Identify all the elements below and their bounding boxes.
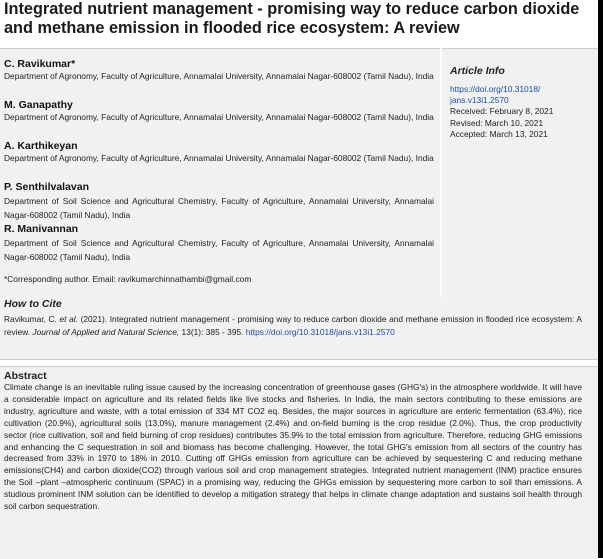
citation-journal: Journal of Applied and Natural Science, <box>32 327 180 337</box>
citation-etal: et al. <box>59 314 78 324</box>
abstract-text: Climate change is an inevitable ruling issue caused by the increasing concentration of greenhouse gases (GHG's) in the atmosphere worldwide. It will have a considerable impact on agriculture and its related fields like live stocks and fisheries. In India, the main sectors contributing to these emissions are industry, agriculture and waste, with a total emission of 334 MT CO2 eq. Besides, the major sources in agriculture are enteric fermentation (63.4%), rice cultivation (20.9%), agricultural soils (13.0%), manure management (2.4%) and on-field burning is the crop residue (2.0%). Thus, the crop productivity sector (rice cultivation, soil and field burning of crop residues) contributes 35.9% to the total emission from agriculture. Therefore, reducing GHG emissions and enhancing the C sequestration in soil and biomass has become challenging. However, the total GHG's emission from all sectors of the country has decreased from 33% in 1970 to 18% in 2010. Cutting off GHGs emission from agriculture can be achieved by sequestering C and reducing methane emissions(CH4) and carbon dioxide(CO2) through various soil and crop management strategies. Integrated nutrient management (INM) practice ensures the Soil –plant –atmospheric continuum (SPAC) in a promising way, reducing the GHGs emission by sequestering more carbon to soil than emissions. A studious prominent INM solution can be identified to develop a mitigation strategy that helps in climate change adaptation and sustains soil health through soil carbon sequestration. <box>4 382 582 512</box>
citation-volume: 13(1): 385 - 395. <box>179 327 246 337</box>
citation-body: (2021). Integrated nutrient management - promising way to reduce carbon dioxide and methane emission in flooded rice ecosystem: A review. <box>4 314 582 337</box>
author-name: P. Senthilvalavan <box>4 181 90 193</box>
abstract-panel <box>0 366 598 559</box>
article-info-heading: Article Info <box>450 65 505 77</box>
citation-text <box>4 313 582 339</box>
accepted-date: Accepted: March 13, 2021 <box>450 129 548 139</box>
authors-panel <box>0 48 440 298</box>
author-name: M. Ganapathy <box>4 99 73 111</box>
author-affiliation: Department of Agronomy, Faculty of Agriculture, Annamalai University, Annamalai Nagar-608002 (Tamil Nadu), India <box>4 71 434 81</box>
how-to-cite-heading: How to Cite <box>4 298 62 310</box>
right-edge-bar <box>598 0 603 558</box>
author-name: A. Karthikeyan <box>4 140 78 152</box>
citation-authors: Ravikumar, C. <box>4 314 60 324</box>
revised-date: Revised: March 10, 2021 <box>450 118 544 128</box>
author-affiliation: Department of Agronomy, Faculty of Agriculture, Annamalai University, Annamalai Nagar-608002 (Tamil Nadu), India <box>4 153 434 163</box>
title-bar <box>0 0 598 40</box>
how-to-cite-panel <box>0 297 598 360</box>
author-name: R. Manivannan <box>4 223 79 235</box>
author-name: C. Ravikumar* <box>4 58 76 70</box>
author-affiliation: Department of Soil Science and Agricultural Chemistry, Faculty of Agriculture, Annamalai University, Annamalai Nagar-608002 (Tamil Nadu), India <box>4 238 434 262</box>
author-affiliation: Department of Agronomy, Faculty of Agriculture, Annamalai University, Annamalai Nagar-608002 (Tamil Nadu), India <box>4 112 434 122</box>
doi-link-cont[interactable]: jans.v13i1.2570 <box>450 95 509 105</box>
citation-doi-link[interactable]: https://doi.org/10.31018/jans.v13i1.2570 <box>245 327 395 337</box>
received-date: Received: February 8, 2021 <box>450 106 554 116</box>
article-info-panel <box>442 48 598 298</box>
author-affiliation: Department of Soil Science and Agricultural Chemistry, Faculty of Agriculture, Annamalai University, Annamalai Nagar-608002 (Tamil Nadu), India <box>4 196 434 220</box>
abstract-heading: Abstract <box>4 370 47 382</box>
corresponding-author: *Corresponding author. Email: ravikumarchinnathambi@gmail.com <box>4 274 252 284</box>
doi-link[interactable]: https://doi.org/10.31018/ <box>450 84 541 94</box>
paper-title: Integrated nutrient management - promising way to reduce carbon dioxide and methane emission in flooded rice ecosystem: A review <box>4 0 580 37</box>
